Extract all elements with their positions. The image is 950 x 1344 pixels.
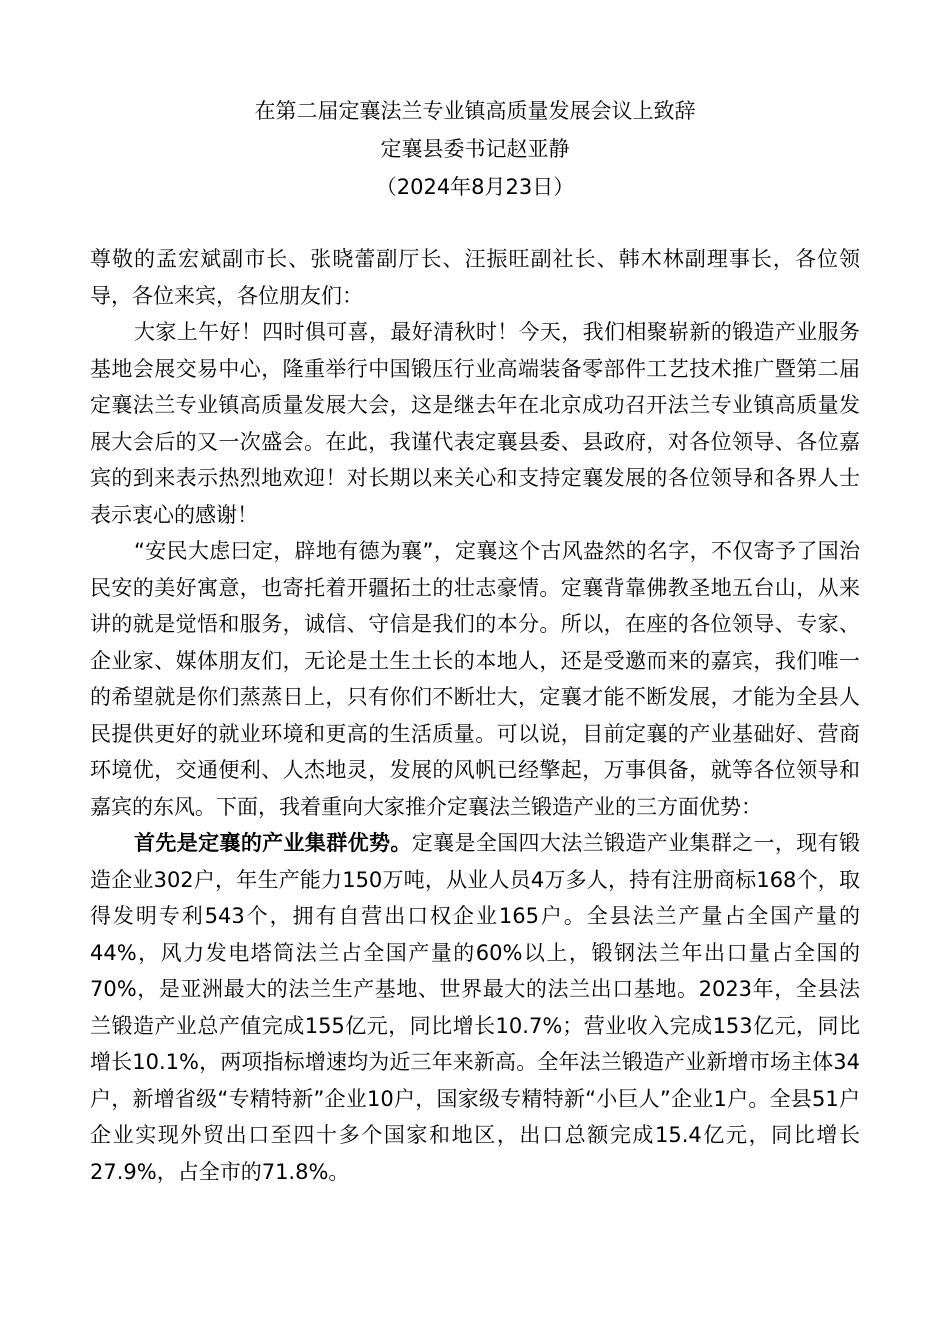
industry-cluster-paragraph xyxy=(90,825,860,1190)
speech-date: （2024年8月23日） xyxy=(375,175,575,199)
speech-title: 在第二届定襄法兰专业镇高质量发展会议上致辞 xyxy=(254,99,696,123)
industry-cluster-heading: 首先是定襄的产业集群优势。 xyxy=(134,831,412,855)
speech-body xyxy=(90,241,860,1190)
document-header xyxy=(0,92,950,206)
introduction-paragraph: “安民大虑曰定，辟地有德为襄”，定襄这个古风盎然的名字，不仅寄予了国治民安的美好寓意，也寄托着开疆拓土的壮志豪情。定襄背靠佛教圣地五台山，从来讲的就是觉悟和服务，诚信、守信是我们的本分。所以，在座的各位领导、专家、企业家、媒体朋友们，无论是土生土长的本地人，还是受邀而来的嘉宾，我们唯一的希望就是你们蒸蒸日上，只有你们不断壮大，定襄才能不断发展，才能为全县人民提供更好的就业环境和更高的生活质量。可以说，目前定襄的产业基础好、营商环境优，交通便利、人杰地灵，发展的风帆已经擎起，万事俱备，就等各位领导和嘉宾的东风。下面，我着重向大家推介定襄法兰锻造产业的三方面优势： xyxy=(90,539,860,819)
salutation-paragraph: 尊敬的孟宏斌副市长、张晓蕾副厅长、汪振旺副社长、韩木林副理事长，各位领导，各位来宾，各位朋友们： xyxy=(90,247,860,308)
speaker-line: 定襄县委书记赵亚静 xyxy=(380,137,570,161)
industry-cluster-text: 定襄是全国四大法兰锻造产业集群之一，现有锻造企业302户，年生产能力150万吨，从业人员4万多人，持有注册商标168个，取得发明专利543个，拥有自营出口权企业165户。全县法兰产量占全国产量的44%，风力发电塔筒法兰占全国产量的60%以上，锻钢法兰年出口量占全国的70%，是亚洲最大的法兰生产基地、世界最大的法兰出口基地。2023年，全县法兰锻造产业总产值完成155亿元，同比增长10.7%；营业收入完成153亿元，同比增长10.1%，两项指标增速均为近三年来新高。全年法兰锻造产业新增市场主体34户，新增省级“专精特新”企业10户，国家级专精特新“小巨人”企业1户。全县51户企业实现外贸出口至四十多个国家和地区，出口总额完成15.4亿元，同比增长27.9%，占全市的71.8%。 xyxy=(90,831,861,1184)
opening-paragraph: 大家上午好！四时俱可喜，最好清秋时！今天，我们相聚崭新的锻造产业服务基地会展交易中心，隆重举行中国锻压行业高端装备零部件工艺技术推广暨第二届定襄法兰专业镇高质量发展大会，这是继去年在北京成功召开法兰专业镇高质量发展大会后的又一次盛会。在此，我谨代表定襄县委、县政府，对各位领导、各位嘉宾的到来表示热烈地欢迎！对长期以来关心和支持定襄发展的各位领导和各界人士表示衷心的感谢！ xyxy=(90,320,860,527)
